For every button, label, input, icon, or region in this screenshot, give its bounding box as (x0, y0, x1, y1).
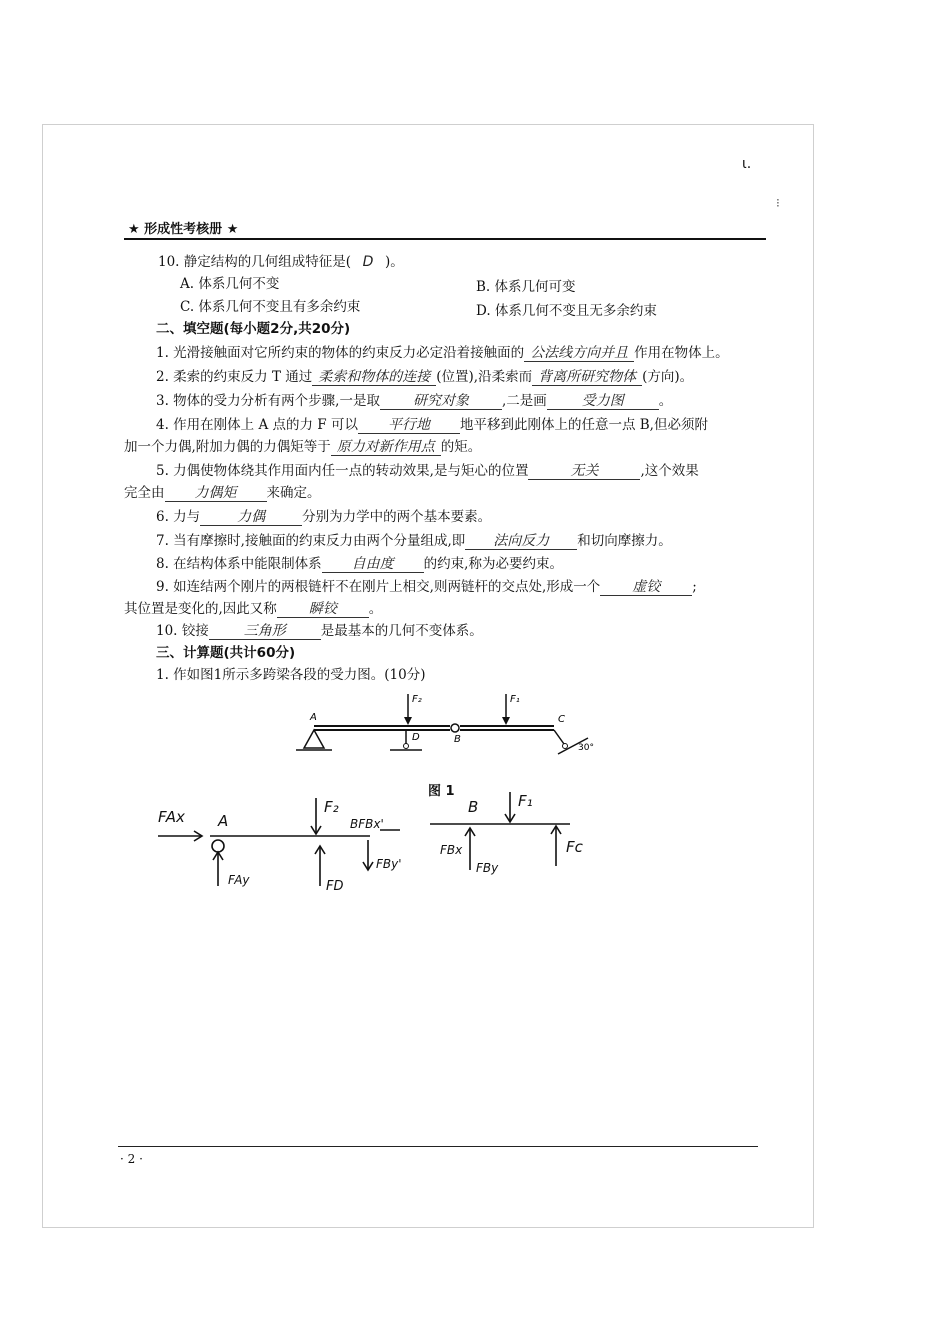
fill-2-answer-2: 背离所研究物体 (532, 369, 642, 386)
sketch-label-f2: F₂ (324, 798, 339, 816)
fill-1: 1. 光滑接触面对它所约束的物体的约束反力必定沿着接触面的 公法线方向并且 作用在物体上。 (156, 345, 729, 361)
fig-label-d: D (412, 732, 420, 743)
fill-4-line2: 加一个力偶,附加力偶的力偶矩等于 原力对新作用点 的矩。 (124, 439, 482, 455)
fill-9-line2: 其位置是变化的,因此又称 瞬铰 。 (124, 601, 383, 617)
sketch-label-fby-prime: FBy' (376, 857, 402, 871)
fig-label-b: B (454, 734, 461, 745)
q10-answer: D (362, 254, 374, 270)
page-number: · 2 · (120, 1152, 143, 1166)
sketch-label-fby: FBy (476, 861, 499, 875)
fill-2: 2. 柔索的约束反力 T 通过 柔索和物体的连接 (位置),沿柔索而 背离所研究物体 (方向)。 (156, 369, 694, 385)
q10-option-a: A. 体系几何不变 (180, 276, 280, 292)
header-rule (124, 238, 766, 240)
sketch-label-fbx: FBx (440, 843, 463, 857)
section2-title: 二、填空题(每小题2分,共20分) (156, 321, 351, 337)
fill-8-answer: 自由度 (322, 556, 424, 573)
q10-stem: 10. 静定结构的几何组成特征是( D )。 (158, 254, 404, 270)
force-f1-head (502, 717, 510, 725)
footer-rule (118, 1146, 758, 1147)
support-a (304, 730, 324, 748)
fill-9-answer-2: 瞬铰 (277, 601, 369, 618)
sketch-label-fd: FD (326, 879, 344, 894)
sketch-label-fay: FAy (228, 873, 250, 887)
sketch-label-bfbx: BFBx' (350, 817, 384, 831)
fill-4-answer-2: 原力对新作用点 (331, 439, 441, 456)
fill-7-answer: 法向反力 (465, 533, 577, 550)
free-body-sketch (150, 790, 610, 900)
fill-4-answer-1: 平行地 (358, 417, 460, 434)
sketch-label-fc: Fc (566, 838, 583, 856)
fill-3-answer-1: 研究对象 (380, 393, 502, 410)
q10-option-b: B. 体系几何可变 (476, 279, 576, 295)
fill-3-answer-2: 受力图 (547, 393, 659, 410)
calc-question-1: 1. 作如图1所示多跨梁各段的受力图。(10分) (156, 667, 426, 683)
fill-5: 5. 力偶使物体绕其作用面内任一点的转动效果,是与矩心的位置 无关 ,这个效果 (156, 463, 699, 479)
q10-option-c: C. 体系几何不变且有多余约束 (180, 299, 361, 315)
fig-label-angle: 30° (578, 743, 594, 753)
scan-mark-2: ⁝ (776, 196, 780, 210)
fill-5-answer-2: 力偶矩 (165, 485, 267, 502)
hinge-b (451, 724, 459, 732)
fill-5-line2: 完全由 力偶矩 来确定。 (124, 485, 321, 501)
fig-label-f2: F₂ (412, 694, 422, 705)
fill-2-answer-1: 柔索和物体的连接 (312, 369, 436, 386)
sketch-label-a: A (218, 812, 229, 830)
fig-label-f1: F₁ (510, 694, 520, 705)
sketch-label-b: B (468, 798, 479, 816)
fill-6: 6. 力与 力偶 分别为力学中的两个基本要素。 (156, 509, 492, 525)
fill-1-answer: 公法线方向并且 (524, 345, 634, 362)
fill-8: 8. 在结构体系中能限制体系 自由度 的约束,称为必要约束。 (156, 556, 563, 572)
fill-9: 9. 如连结两个刚片的两根链杆不在刚片上相交,则两链杆的交点处,形成一个 虚铰 ; (156, 579, 697, 595)
support-d-pin (404, 744, 409, 749)
fill-10-answer: 三角形 (209, 623, 321, 640)
section3-title: 三、计算题(共计60分) (156, 645, 296, 661)
sketch-label-f1: F₁ (518, 792, 533, 810)
fill-9-answer-1: 虚铰 (600, 579, 692, 596)
fill-6-answer: 力偶 (200, 509, 302, 526)
fill-5-answer-1: 无关 (528, 463, 640, 480)
beam-figure (290, 688, 610, 778)
sketch-label-fax: FAx (158, 808, 185, 826)
support-c-link (554, 730, 564, 744)
page-header-title: ★ 形成性考核册 ★ (128, 222, 239, 237)
fill-10: 10. 铰接 三角形 是最基本的几何不变体系。 (156, 623, 483, 639)
figure-caption: 图 1 (428, 784, 455, 799)
sketch-pin-a (212, 840, 224, 852)
fill-7: 7. 当有摩擦时,接触面的约束反力由两个分量组成,即 法向反力 和切向摩擦力。 (156, 533, 672, 549)
support-c-pin (563, 744, 568, 749)
q10-option-d: D. 体系几何不变且无多余约束 (476, 303, 657, 319)
fill-4: 4. 作用在刚体上 A 点的力 F 可以 平行地 地平移到此刚体上的任意一点 B,但必须附 (156, 417, 708, 433)
fig-label-c: C (558, 714, 565, 725)
fill-3: 3. 物体的受力分析有两个步骤,一是取 研究对象 ,二是画 受力图 。 (156, 393, 673, 409)
scan-mark: ι. (742, 156, 752, 172)
force-f2-head (404, 717, 412, 725)
fig-label-a: A (310, 712, 317, 723)
